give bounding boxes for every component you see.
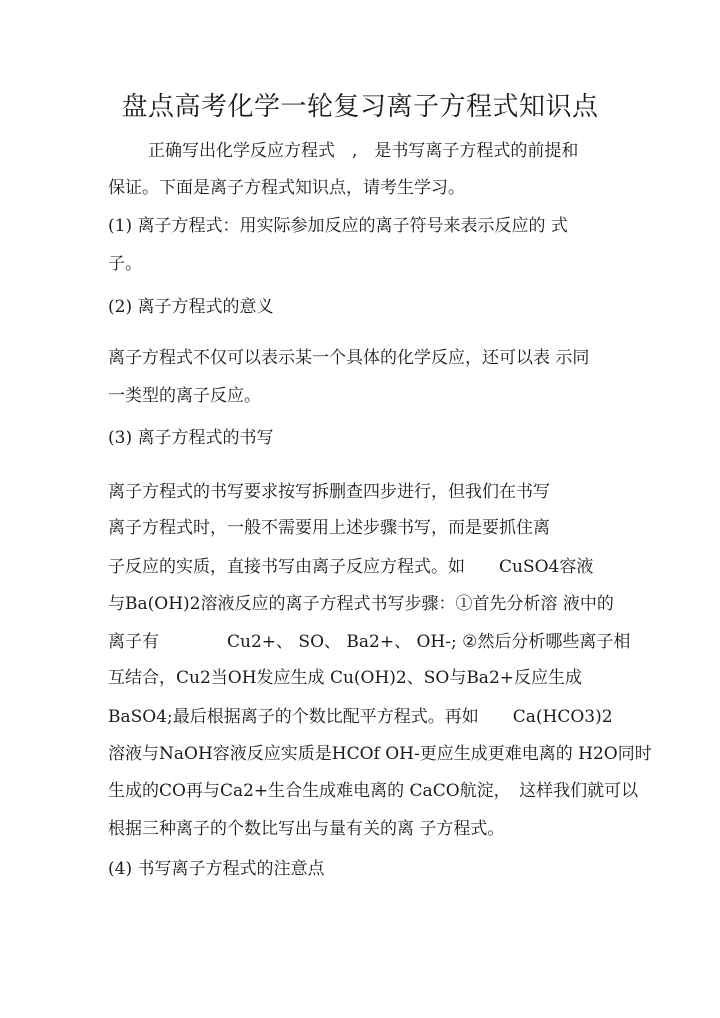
paragraph-line-intro-2: 保证。下面是离子方程式知识点，请考生学习。 bbox=[108, 178, 465, 198]
paragraph-line-intro-1: 正确写出化学反应方程式 , 是书写离子方程式的前提和 bbox=[148, 141, 579, 161]
section-heading-1-line-2: 子。 bbox=[108, 254, 142, 274]
document-title: 盘点高考化学一轮复习离子方程式知识点 bbox=[121, 92, 599, 122]
paragraph-line-writing-1: 离子方程式的书写要求按写拆删查四步进行，但我们在书写 bbox=[108, 482, 550, 502]
section-heading-2: (2) 离子方程式的意义 bbox=[108, 297, 274, 317]
paragraph-line-meaning-2: 一类型的离子反应。 bbox=[108, 386, 261, 406]
section-heading-1-line-1: (1) 离子方程式：用实际参加反应的离子符号来表示反应的 式 bbox=[108, 216, 568, 236]
section-heading-4: (4) 书写离子方程式的注意点 bbox=[108, 859, 325, 879]
section-heading-3: (3) 离子方程式的书写 bbox=[108, 428, 274, 448]
paragraph-line-writing-3: 子反应的实质，直接书写由离子反应方程式。如 CuSO4容液 bbox=[108, 557, 594, 577]
paragraph-line-meaning-1: 离子方程式不仅可以表示某一个具体的化学反应，还可以表 示同 bbox=[108, 348, 590, 368]
paragraph-line-writing-9: 生成的CO再与Ca2+生合生成难电离的 CaCO航淀， 这样我们就可以 bbox=[108, 781, 639, 801]
paragraph-line-writing-5: 离子有 Cu2+、 SO、 Ba2+、 OH-; ②然后分析哪些离子相 bbox=[108, 632, 631, 652]
paragraph-line-writing-2: 离子方程式时，一般不需要用上述步骤书写，而是要抓住离 bbox=[108, 518, 550, 538]
paragraph-line-writing-8: 溶液与NaOH容液反应实质是HCOf OH-更应生成更难电离的 H2O同时 bbox=[108, 744, 652, 764]
paragraph-line-writing-10: 根据三种离子的个数比写出与量有关的离 子方程式。 bbox=[108, 819, 505, 839]
paragraph-line-writing-7: BaSO4;最后根据离子的个数比配平方程式。再如 Ca(HCO3)2 bbox=[108, 707, 613, 727]
paragraph-line-writing-6: 互结合，Cu2当OH发应生成 Cu(OH)2、SO与Ba2+反应生成 bbox=[108, 668, 583, 688]
paragraph-line-writing-4: 与Ba(OH)2溶液反应的离子方程式书写步骤：①首先分析溶 液中的 bbox=[108, 594, 614, 614]
